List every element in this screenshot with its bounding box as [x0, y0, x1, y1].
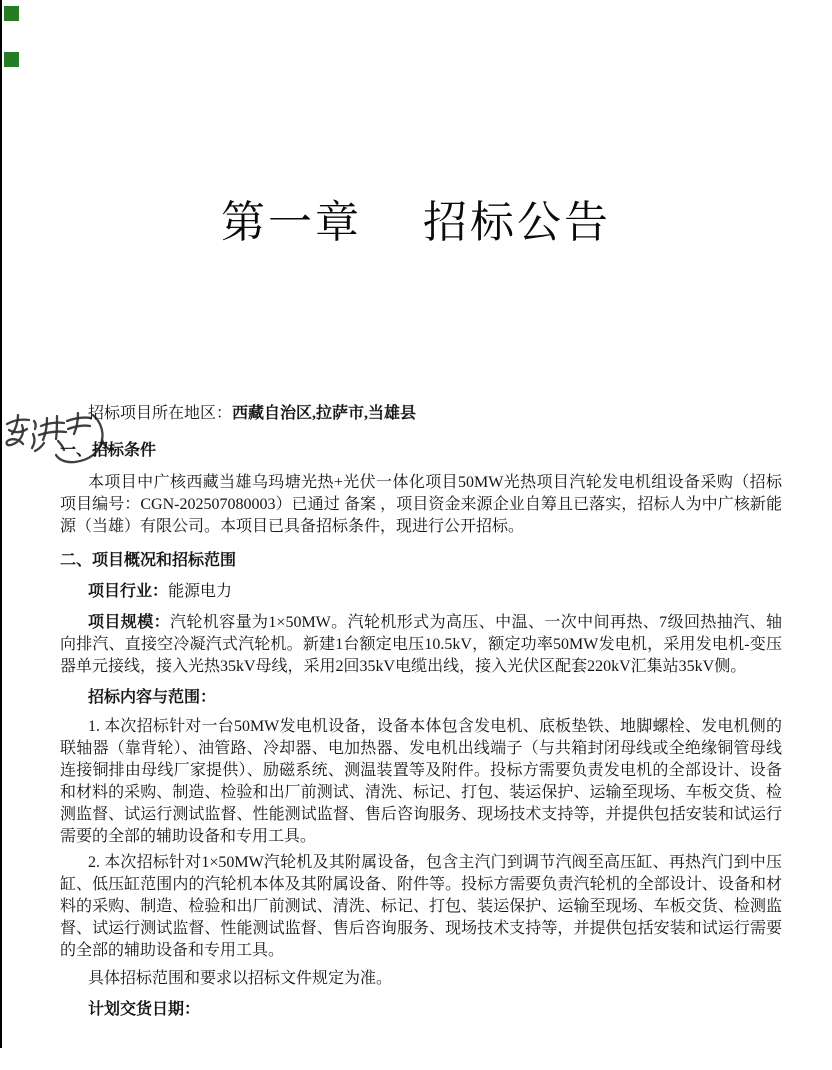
- scale-label: 项目规模：: [88, 614, 171, 631]
- section-heading-project-overview: 二、项目概况和招标范围: [60, 552, 237, 569]
- industry-value: 能源电力: [168, 583, 233, 600]
- tender-conditions-paragraph: 本项目中广核西藏当雄乌玛塘光热+光伏一体化项目50MW光热项目汽轮发电机组设备采购（招标项目编号：CGN-202507080003）已通过 备案 ，项目资金来源企业自筹且已落实，招标人为中广核新能源（当雄）有限公司。本项目已具备招标条件，现进行公开招标。: [60, 474, 782, 535]
- project-industry-line: [60, 581, 782, 603]
- scope-heading: 招标内容与范围：: [88, 689, 217, 706]
- page-left-border-line: [0, 0, 2, 1048]
- project-scale-paragraph: [60, 612, 782, 678]
- delivery-date-heading: 计划交货日期：: [88, 1001, 201, 1018]
- scope-note-line: 具体招标范围和要求以招标文件规定为准。: [88, 970, 393, 987]
- green-annotation-square-1: [4, 6, 19, 21]
- green-annotation-square-2: [4, 52, 19, 67]
- industry-label: 项目行业：: [88, 583, 169, 600]
- scope-paragraph-generator: 1. 本次招标针对一台50MW发电机设备，设备本体包含发电机、底板垫铁、地脚螺栓、发电机侧的联轴器（靠背轮）、油管路、冷却器、电加热器、发电机出线端子（与共箱封闭母线或全绝缘铜管母线连接铜排由母线厂家提供）、励磁系统、测温装置等及附件。投标方需要负责发电机的全部设计、设备和材料的采购、制造、检验和出厂前测试、清洗、标记、打包、装运保护、运输至现场、车板交货、检测监督、试运行测试监督、性能测试监督、售后咨询服务、现场技术支持等，并提供包括安装和试运行需要的全部的辅助设备和专用工具。: [60, 718, 782, 845]
- chapter-title: 第一章 招标公告: [221, 198, 611, 247]
- location-value: 西藏自治区,拉萨市,当雄县: [232, 405, 417, 422]
- document-body: [60, 403, 782, 1021]
- scale-text: 汽轮机容量为1×50MW。汽轮机形式为高压、中温、一次中间再热、7级回热抽汽、轴向排汽、直接空冷凝汽式汽轮机。新建1台额定电压10.5kV，额定功率50MW发电机，采用发电机-变压器单元接线，接入光热35kV母线，采用2回35kV电缆出线，接入光伏区配套220kV汇集站35kV侧。: [60, 614, 782, 675]
- scope-paragraph-turbine: 2. 本次招标针对1×50MW汽轮机及其附属设备，包含主汽门到调节汽阀至高压缸、再热汽门到中压缸、低压缸范围内的汽轮机本体及其附属设备、附件等。投标方需要负责汽轮机的全部设计、设备和材料的采购、制造、检验和出厂前测试、清洗、标记、打包、装运保护、运输至现场、车板交货、检测监督、试运行测试监督、性能测试监督、售后咨询服务、现场技术支持等，并提供包括安装和试运行需要的全部的辅助设备和专用工具。: [60, 854, 782, 959]
- section-heading-tender-conditions: 一、招标条件: [60, 442, 157, 459]
- project-location-line: [60, 403, 782, 425]
- location-label: 招标项目所在地区：: [88, 405, 233, 422]
